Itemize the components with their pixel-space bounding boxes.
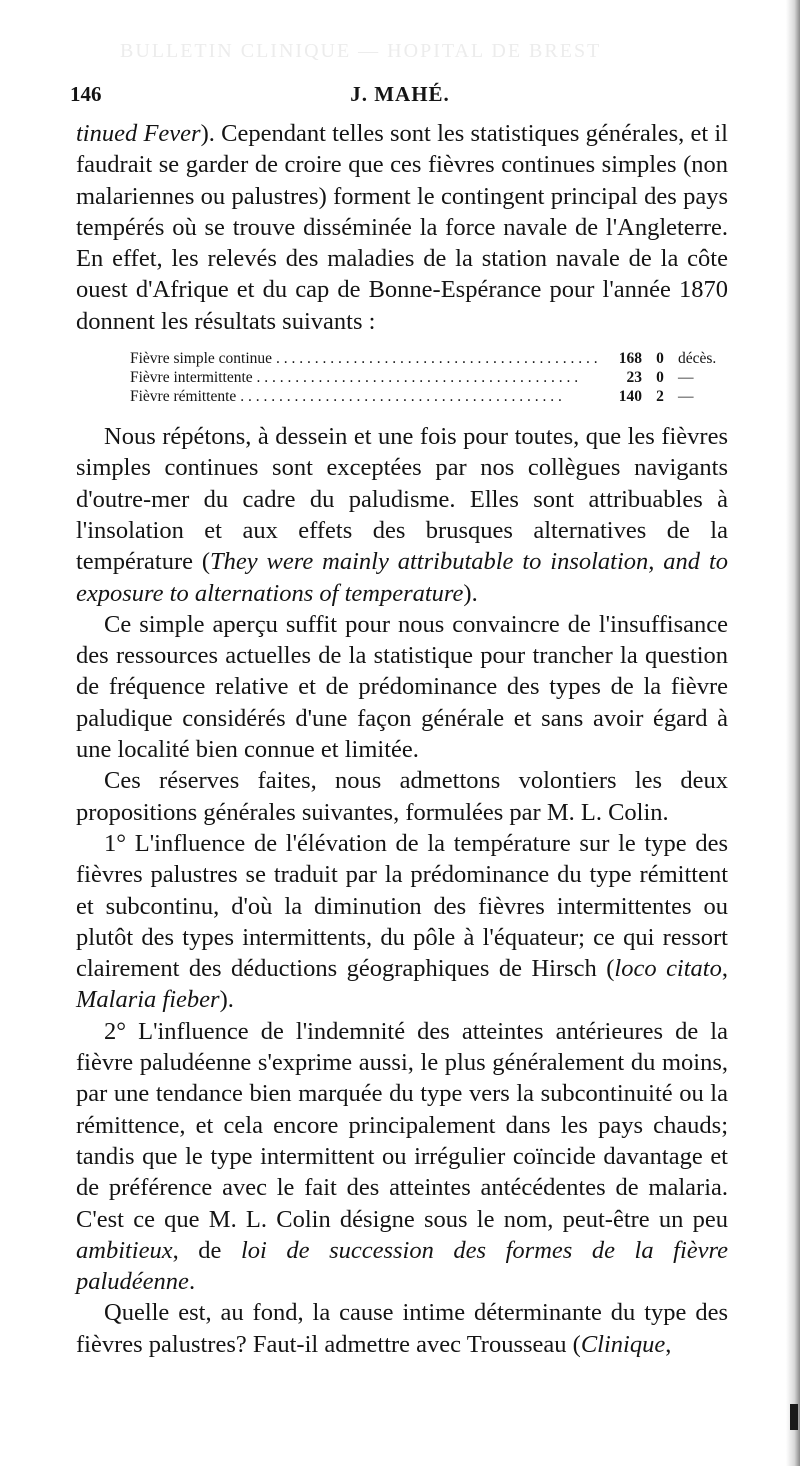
paragraph-7-text: Quelle est, au fond, la cause intime déterminante du type des fièvres palustres? Faut-il admettre avec Trousseau ( — [76, 1299, 728, 1358]
emphasis-ambitieux: ambitieux — [76, 1236, 173, 1264]
paragraph-5 — [76, 828, 728, 1016]
stats-unit: décès. — [678, 350, 717, 368]
paragraph-7-end: , — [665, 1330, 672, 1358]
page-edge-shadow — [786, 0, 800, 1466]
paragraph-5-sep: , — [721, 955, 728, 983]
stats-row — [130, 387, 728, 406]
stats-unit: — — [678, 388, 694, 406]
paragraph-7 — [76, 1297, 728, 1360]
stats-unit: — — [678, 369, 694, 387]
page-number: 146 — [70, 82, 102, 106]
stats-label: Fièvre rémittente . . . — [130, 387, 598, 406]
fever-statistics-table — [130, 349, 728, 406]
body-text — [76, 118, 728, 1360]
emphasis-loi-de-succession: loi de succession des formes de la fièvre paludéenne — [76, 1236, 729, 1296]
paragraph-2 — [76, 421, 728, 609]
scan-corner-mark — [790, 1404, 798, 1430]
paragraph-6-sep: , de — [172, 1236, 241, 1264]
running-head: J. MAHÉ. — [350, 82, 450, 106]
stats-label: Fièvre intermittente . . . — [130, 368, 598, 387]
paragraph-3: Ce simple aperçu suffit pour nous convaincre de l'insuffisance des ressources actuelles de la statistique pour trancher la question de fréquence relative et de prédominance des types de la fièvre paludique considérés d'une façon générale et sans avoir égard à une localité bien connue et limitée. — [76, 610, 728, 764]
page-header — [0, 82, 800, 114]
paragraph-2-text: Nous répétons, à dessein et une fois pour toutes, que les fièvres simples continues sont exceptées par nos collègues navigants d'outre-mer du cadre du paludisme. Elles sont attribuables à l'insolation et aux effets des brusques alternatives de la température ( — [76, 423, 728, 576]
paragraph-2-end: ). — [463, 579, 478, 607]
paragraph-6 — [76, 1016, 728, 1298]
english-quote: They were mainly attributable to insolation, and to exposure to alternations of temperature — [76, 548, 728, 607]
citation-loco-citato: loco citato — [614, 955, 722, 983]
stats-label: Fièvre simple continue . . . — [130, 349, 598, 368]
paragraph-1-text: ). Cependant telles sont les statistiques générales, et il faudrait se garder de croire que ces fièvres continues simples (non malariennes ou palustres) forment le contingent principal des pays tempérés où se trouve disséminée la force navale de l'Angleterre. En effet, les relevés des maladies de la station navale de la côte ouest d'Afrique et du cap de Bonne-Espérance pour l'année 1870 donnent les résultats suivants : — [76, 120, 728, 335]
paragraph-6-text: 2° L'influence de l'indemnité des atteintes antérieures de la fièvre paludéenne s'exprime aussi, le plus généralement du moins, par une tendance bien marquée du type vers la subcontinuité ou la rémittence, et cela encore principalement dans les pays chauds; tandis que le type intermittent ou irrégulier coïncide davantage et de préférence avec le fait des atteintes antécédentes de malaria. C'est ce que M. L. Colin désigne sous le nom, peut-être un peu — [76, 1017, 728, 1233]
paragraph-1 — [76, 118, 728, 337]
paragraph-1-english-term: tinued Fever — [76, 120, 201, 147]
paragraph-5-end: ). — [219, 986, 234, 1014]
stats-cases: 23 — [626, 369, 642, 387]
citation-malaria-fieber: Malaria fieber — [76, 986, 220, 1014]
stats-row — [130, 368, 728, 387]
paragraph-4: Ces réserves faites, nous admettons volontiers les deux propositions générales suivantes, formulées par M. L. Colin. — [76, 767, 728, 826]
paragraph-6-end: . — [188, 1268, 196, 1296]
stats-deaths: 0 — [656, 350, 664, 368]
stats-row — [130, 349, 728, 368]
stats-cases: 168 — [618, 350, 642, 368]
citation-clinique: Clinique — [580, 1330, 666, 1358]
stats-deaths: 2 — [656, 388, 664, 406]
stats-cases: 140 — [618, 388, 642, 406]
stats-deaths: 0 — [656, 369, 664, 387]
show-through-text: BULLETIN CLINIQUE — HOPITAL DE BREST — [120, 40, 602, 62]
paragraph-5-text: 1° L'influence de l'élévation de la température sur le type des fièvres palustres se traduit par la prédominance du type rémittent et subcontinu, d'où la diminution des fièvres intermittentes ou plutôt des types intermittents, du pôle à l'équateur; ce qui ressort clairement des déductions géographiques de Hirsch ( — [76, 829, 728, 983]
